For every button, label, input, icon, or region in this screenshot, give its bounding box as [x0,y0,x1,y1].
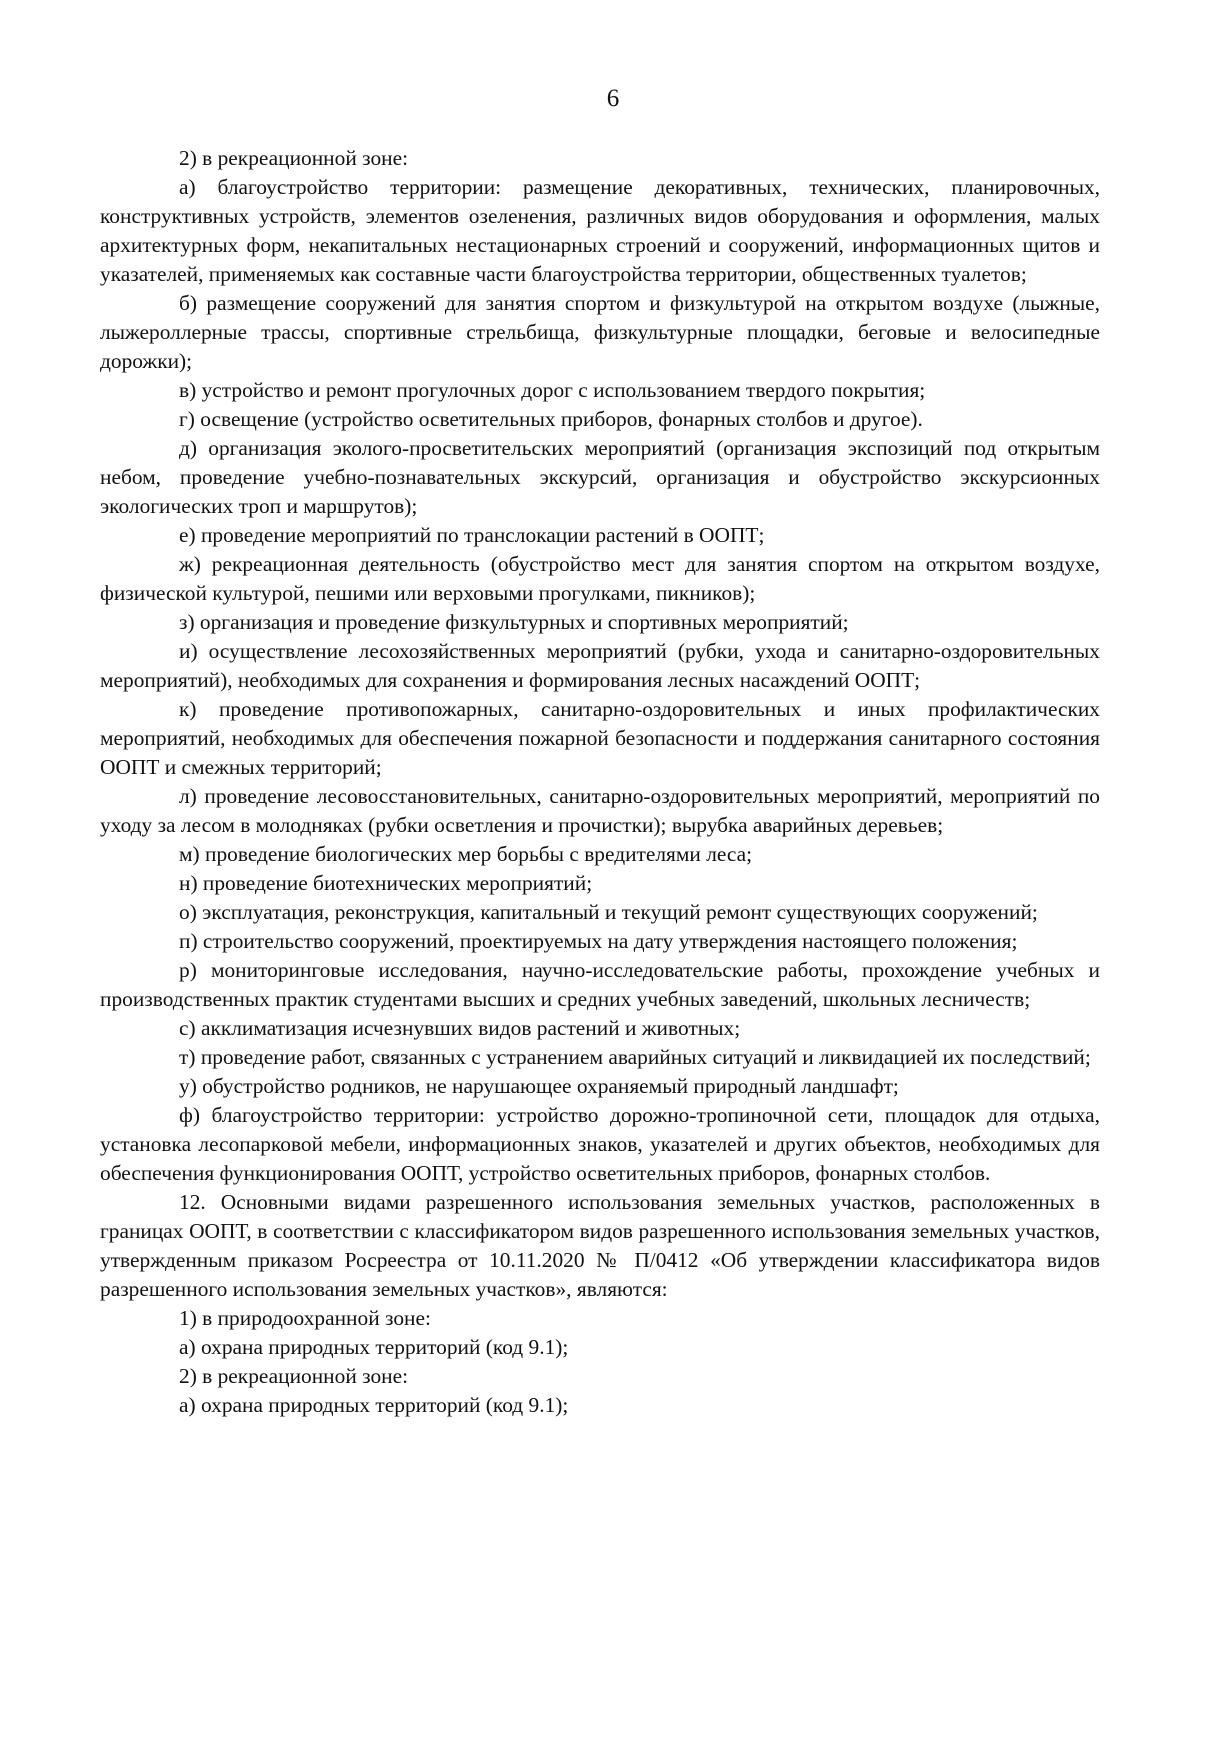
document-body [100,144,1100,1420]
paragraph: о) эксплуатация, реконструкция, капитальный и текущий ремонт существующих сооружений; [179,900,1038,924]
paragraph: ф) благоустройство территории: устройство дорожно-тропиночной сети, площадок для отдыха, установка лесопарковой мебели, информационных знаков, указателей и других объектов, необходимых для обеспечения функционирования ООПТ, устройство осветительных приборов, фонарных столбов. [100,1103,1100,1185]
paragraph: а) охрана природных территорий (код 9.1); [179,1393,569,1417]
paragraph: а) благоустройство территории: размещение декоративных, технических, планировочных, конструктивных устройств, элементов озеленения, различных видов оборудования и оформления, малых архитектурных форм, некапитальных нестационарных строений и сооружений, информационных щитов и указателей, применяемых как составные части благоустройства территории, общественных туалетов; [100,175,1100,286]
paragraph: 2) в рекреационной зоне: [179,146,409,170]
paragraph: д) организация эколого-просветительских мероприятий (организация экспозиций под открытым небом, проведение учебно-познавательных экскурсий, организация и обустройство экскурсионных экологических троп и маршрутов); [100,436,1100,518]
paragraph: р) мониторинговые исследования, научно-исследовательские работы, прохождение учебных и производственных практик студентами высших и средних учебных заведений, школьных лесничеств; [100,958,1100,1011]
paragraph: с) акклиматизация исчезнувших видов растений и животных; [179,1016,741,1040]
paragraph: и) осуществление лесохозяйственных мероприятий (рубки, ухода и санитарно-оздоровительных мероприятий), необходимых для сохранения и формирования лесных насаждений ООПТ; [100,639,1100,692]
paragraph: ж) рекреационная деятельность (обустройство мест для занятия спортом на открытом воздухе, физической культурой, пешими или верховыми прогулками, пикников); [100,552,1100,605]
paragraph: 2) в рекреационной зоне: [179,1364,409,1388]
paragraph: л) проведение лесовосстановительных, санитарно-оздоровительных мероприятий, мероприятий по уходу за лесом в молодняках (рубки осветления и прочистки); вырубка аварийных деревьев; [100,784,1100,837]
paragraph: з) организация и проведение физкультурных и спортивных мероприятий; [179,610,849,634]
paragraph: а) охрана природных территорий (код 9.1); [179,1335,569,1359]
paragraph: п) строительство сооружений, проектируемых на дату утверждения настоящего положения; [179,929,1018,953]
page-number: 6 [606,85,620,112]
paragraph: к) проведение противопожарных, санитарно-оздоровительных и иных профилактических мероприятий, необходимых для обеспечения пожарной безопасности и поддержания санитарного состояния ООПТ и смежных территорий; [100,697,1100,779]
paragraph: т) проведение работ, связанных с устранением аварийных ситуаций и ликвидацией их последствий; [179,1045,1091,1069]
paragraph: б) размещение сооружений для занятия спортом и физкультурой на открытом воздухе (лыжные, лыжероллерные трассы, спортивные стрельбища, физкультурные площадки, беговые и велосипедные дорожки); [100,291,1100,373]
paragraph: г) освещение (устройство осветительных приборов, фонарных столбов и другое). [179,407,923,431]
paragraph: 12. Основными видами разрешенного использования земельных участков, расположенных в границах ООПТ, в соответствии с классификатором видов разрешенного использования земельных участков, утвержденным приказом Росреестра от 10.11.2020 № П/0412 «Об утверждении классификатора видов разрешенного использования земельных участков», являются: [100,1190,1100,1301]
paragraph: н) проведение биотехнических мероприятий; [179,871,593,895]
paragraph: в) устройство и ремонт прогулочных дорог с использованием твердого покрытия; [179,378,926,402]
paragraph: м) проведение биологических мер борьбы с вредителями леса; [179,842,753,866]
paragraph: е) проведение мероприятий по транслокации растений в ООПТ; [179,523,765,547]
paragraph: 1) в природоохранной зоне: [179,1306,431,1330]
paragraph: у) обустройство родников, не нарушающее охраняемый природный ландшафт; [179,1074,899,1098]
